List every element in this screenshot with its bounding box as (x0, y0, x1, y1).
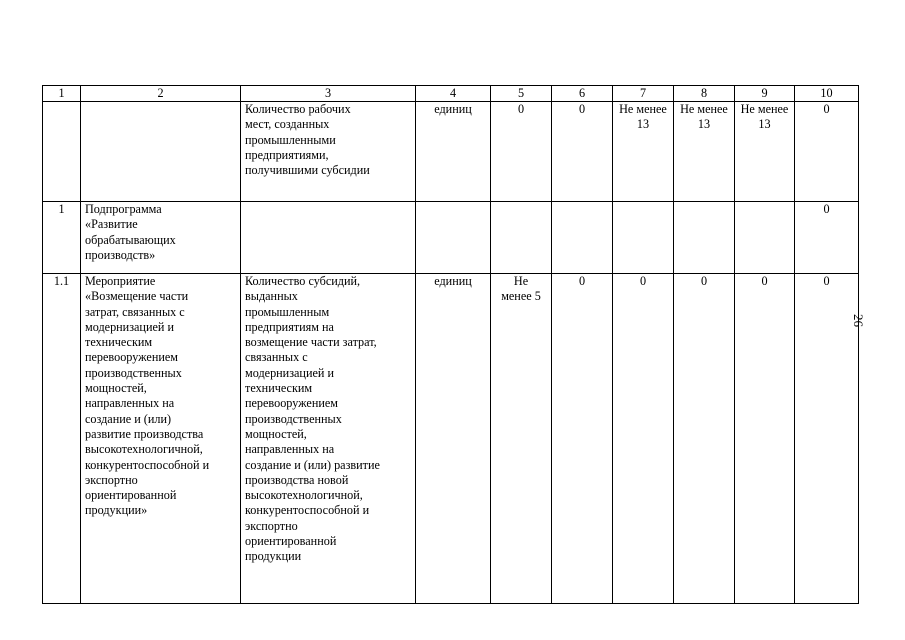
unit-cell: единиц (416, 274, 491, 604)
name-cell (81, 102, 241, 202)
indicator-cell (241, 202, 416, 274)
table-row (43, 102, 859, 202)
row-number-cell: 1 (43, 202, 81, 274)
indicators-table (42, 85, 859, 604)
header-cell-6: 6 (552, 86, 613, 102)
value-cell-7: 0 (613, 274, 674, 604)
value-cell-7 (613, 202, 674, 274)
table-row (43, 202, 859, 274)
value-cell-5: 0 (491, 102, 552, 202)
row-number-cell (43, 102, 81, 202)
header-cell-3: 3 (241, 86, 416, 102)
indicator-cell: Количество субсидий, выданных промышленным предприятиям на возмещение части затрат, связанных с модернизацией и техническим перевооружением производственных мощностей, направленных на создание и (или) развитие производства новой высокотехнологичной, конкурентоспособной и экспортно ориентированной продукции (241, 274, 416, 604)
header-cell-4: 4 (416, 86, 491, 102)
page-number: 26 (851, 314, 866, 327)
value-cell-9: Не менее 13 (735, 102, 795, 202)
unit-cell: единиц (416, 102, 491, 202)
value-cell-5 (491, 202, 552, 274)
value-cell-6 (552, 202, 613, 274)
header-cell-1: 1 (43, 86, 81, 102)
value-cell-5: Не менее 5 (491, 274, 552, 604)
header-cell-10: 10 (795, 86, 859, 102)
header-cell-5: 5 (491, 86, 552, 102)
value-cell-9: 0 (735, 274, 795, 604)
header-cell-8: 8 (674, 86, 735, 102)
name-cell: Подпрограмма «Развитие обрабатывающих производств» (81, 202, 241, 274)
header-row (43, 86, 859, 102)
value-cell-10: 0 (795, 102, 859, 202)
value-cell-8: 0 (674, 274, 735, 604)
header-cell-9: 9 (735, 86, 795, 102)
table-row (43, 274, 859, 604)
value-cell-6: 0 (552, 274, 613, 604)
header-cell-7: 7 (613, 86, 674, 102)
value-cell-7: Не менее 13 (613, 102, 674, 202)
header-cell-2: 2 (81, 86, 241, 102)
name-cell: Мероприятие «Возмещение части затрат, связанных с модернизацией и техническим перевооружением производственных мощностей, направленных на создание и (или) развитие производства высокотехнологичной, конкурентоспособной и экспортно ориентированной продукции» (81, 274, 241, 604)
value-cell-8 (674, 202, 735, 274)
value-cell-6: 0 (552, 102, 613, 202)
indicator-cell: Количество рабочих мест, созданных промышленными предприятиями, получившими субсидии (241, 102, 416, 202)
unit-cell (416, 202, 491, 274)
value-cell-8: Не менее 13 (674, 102, 735, 202)
value-cell-10: 0 (795, 202, 859, 274)
value-cell-10: 0 (795, 274, 859, 604)
row-number-cell: 1.1 (43, 274, 81, 604)
value-cell-9 (735, 202, 795, 274)
